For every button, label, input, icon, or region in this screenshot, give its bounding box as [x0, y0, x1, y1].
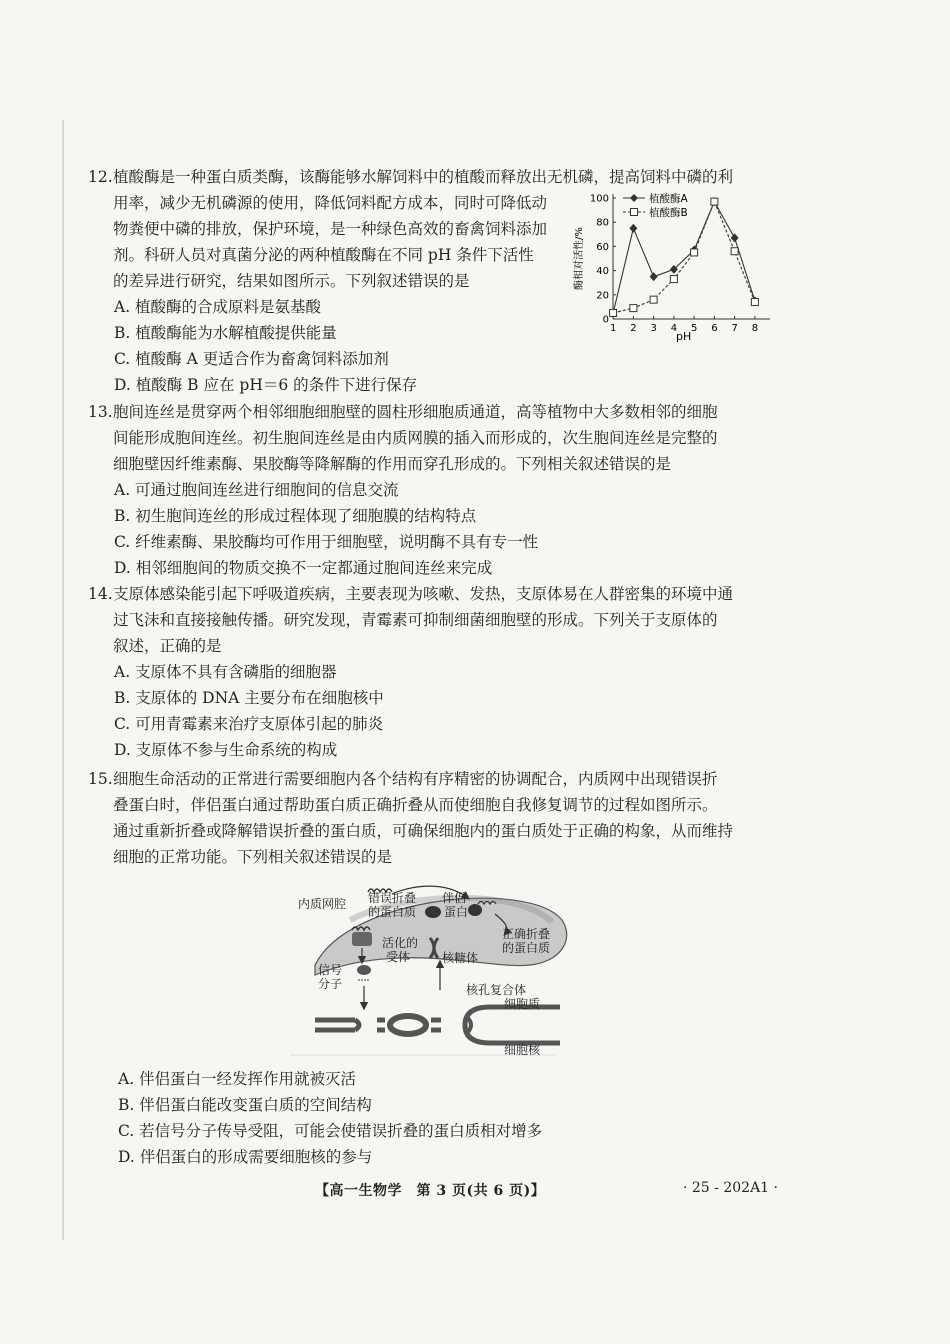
- question-stem-line: 叠蛋白时，伴侣蛋白通过帮助蛋白质正确折叠从而使细胞自我修复调节的过程如图所示。: [113, 796, 718, 814]
- footer-code: · 25 - 202A1 ·: [683, 1180, 778, 1196]
- question-stem-line: 过飞沫和直接接触传播。研究发现，青霉素可抑制细菌细胞壁的形成。下列关于支原体的: [113, 611, 718, 629]
- chaperone-process-diagram: [290, 880, 580, 1060]
- diamond-marker-icon: [630, 194, 638, 202]
- y-axis-label: 酶相对活性/%: [574, 227, 585, 290]
- x-tick-label: 4: [670, 323, 678, 334]
- label-misfolded-2: 的蛋白质: [368, 905, 417, 919]
- y-tick-label: 80: [596, 217, 609, 229]
- question-stem: 植酸酶是一种蛋白质类酶，该酶能够水解饲料中的植酸而释放出无机磷，提高饲料中磷的利: [113, 168, 734, 186]
- option-a: A. 支原体不具有含磷脂的细胞器: [114, 663, 337, 681]
- series-b-point: [610, 309, 617, 316]
- option-b: B. 植酸酶能为水解植酸提供能量: [114, 324, 337, 342]
- series-b-point: [731, 248, 738, 255]
- label-er-lumen: 内质网腔: [298, 897, 347, 911]
- question-number: 13.: [88, 403, 113, 421]
- question-stem-line: 剂。科研人员对真菌分泌的两种植酸酶在不同 pH 条件下活性: [113, 246, 534, 264]
- x-tick-label: 3: [650, 323, 657, 334]
- label-correct-2: 的蛋白质: [502, 941, 551, 955]
- question-13: [88, 399, 788, 581]
- y-tick-label: 0: [602, 314, 609, 326]
- option-d: D. 植酸酶 B 应在 pH＝6 的条件下进行保存: [114, 376, 418, 394]
- option-a: A. 植酸酶的合成原料是氨基酸: [114, 298, 322, 316]
- option-c: C. 纤维素酶、果胶酶均可作用于细胞壁，说明酶不具有专一性: [114, 533, 539, 551]
- series-a-point: [650, 272, 658, 281]
- option-d: D. 相邻细胞间的物质交换不一定都通过胞间连丝来完成: [114, 559, 493, 577]
- question-stem: 胞间连丝是贯穿两个相邻细胞细胞壁的圆柱形细胞质通道，高等植物中大多数相邻的细胞: [113, 403, 718, 421]
- footer-page-info: 【高一生物学 第 3 页(共 6 页)】: [315, 1183, 546, 1199]
- page-edge: [62, 120, 64, 1240]
- question-stem: 支原体感染能引起下呼吸道疾病，主要表现为咳嗽、发热，支原体易在人群密集的环境中通: [113, 585, 734, 603]
- option-c: C. 植酸酶 A 更适合作为畜禽饲料添加剂: [114, 350, 389, 368]
- option-a: A. 可通过胞间连丝进行细胞间的信息交流: [114, 481, 399, 499]
- question-14: [88, 581, 788, 763]
- question-stem-line: 的差异进行研究，结果如图所示。下列叙述错误的是: [113, 272, 470, 290]
- option-b: B. 支原体的 DNA 主要分布在细胞核中: [114, 689, 384, 707]
- series-b-point: [711, 198, 718, 205]
- chaperone-icon: [468, 904, 482, 916]
- x-tick-label: 2: [630, 323, 637, 334]
- series-b-point: [751, 299, 758, 306]
- option-c: C. 可用青霉素来治疗支原体引起的肺炎: [114, 715, 384, 733]
- legend-b: 植酸酶B: [649, 207, 688, 219]
- legend-a: 植酸酶A: [649, 193, 688, 205]
- label-nucleus: 细胞核: [504, 1043, 541, 1057]
- x-tick-label: 5: [690, 323, 698, 334]
- label-activated-2: 受体: [386, 950, 411, 964]
- question-stem-line: 物粪便中磷的排放，保护环境，是一种绿色高效的畜禽饲料添加: [113, 220, 548, 238]
- y-tick-label: 20: [596, 290, 609, 302]
- label-chaperone-2: 蛋白: [444, 905, 469, 919]
- series-b-point: [650, 296, 657, 303]
- series-b-point: [691, 249, 698, 256]
- question-stem-line: 间能形成胞间连丝。初生胞间连丝是由内质网膜的插入而形成的，次生胞间连丝是完整的: [113, 429, 718, 447]
- label-correct-1: 正确折叠: [502, 927, 551, 941]
- question-stem-line: 细胞的正常功能。下列相关叙述错误的是: [113, 848, 393, 866]
- y-tick-label: 100: [589, 193, 609, 205]
- question-stem-line: 用率，减少无机磷源的使用，降低饲料配方成本，同时可降低动: [113, 194, 548, 212]
- question-stem: 细胞生命活动的正常进行需要细胞内各个结构有序精密的协调配合，内质网中出现错误折: [113, 770, 718, 788]
- legend: [623, 192, 688, 219]
- question-stem-line: 通过重新折叠或降解错误折叠的蛋白质，可确保细胞内的蛋白质处于正确的构象，从而维持: [113, 822, 734, 840]
- x-tick-label: 7: [731, 323, 738, 334]
- option-d: D. 支原体不参与生命系统的构成: [114, 741, 338, 759]
- x-tick-label: 6: [711, 323, 718, 334]
- label-pore: 核孔复合体: [466, 983, 527, 997]
- y-tick-label: 40: [596, 266, 609, 278]
- series-b-point: [630, 305, 637, 312]
- enzyme-activity-chart: [565, 186, 780, 346]
- question-number: 15.: [88, 770, 113, 788]
- y-tick-label: 60: [596, 241, 609, 253]
- question-number: 12.: [88, 168, 113, 186]
- x-tick-label: 8: [751, 323, 759, 334]
- chaperone-icon: [425, 906, 441, 918]
- option-a: A. 伴侣蛋白一经发挥作用就被灭活: [118, 1070, 357, 1088]
- question-number: 14.: [88, 585, 113, 603]
- x-tick-label: 1: [609, 323, 617, 334]
- receptor-icon: [352, 932, 372, 946]
- label-misfolded-1: 错误折叠: [368, 891, 417, 905]
- option-c: C. 若信号分子传导受阻，可能会使错误折叠的蛋白质相对增多: [118, 1122, 543, 1140]
- label-chaperone-1: 伴侣: [442, 891, 467, 905]
- question-stem-line: 叙述，正确的是: [113, 637, 222, 655]
- question-stem-line: 细胞壁因纤维素酶、果胶酶等降解酶的作用而穿孔形成的。下列相关叙述错误的是: [113, 455, 672, 473]
- option-b: B. 伴侣蛋白能改变蛋白质的空间结构: [118, 1096, 372, 1114]
- question-15: [88, 766, 788, 870]
- option-d: D. 伴侣蛋白的形成需要细胞核的参与: [118, 1148, 373, 1166]
- question-15-options: [88, 1066, 788, 1170]
- x-axis-label: pH: [676, 330, 692, 343]
- nuclear-pore-icon: [390, 1016, 426, 1034]
- label-cytoplasm: 细胞质: [504, 997, 541, 1011]
- label-signal-2: 分子: [318, 977, 343, 991]
- series-a-point: [629, 224, 637, 233]
- square-marker-icon: [631, 209, 638, 216]
- series-a-point: [731, 233, 739, 242]
- series-b-point: [670, 276, 677, 283]
- label-signal-1: 信号: [318, 963, 343, 977]
- label-ribosome: 核糖体: [442, 951, 479, 965]
- label-activated-1: 活化的: [382, 936, 419, 950]
- option-b: B. 初生胞间连丝的形成过程体现了细胞膜的结构特点: [114, 507, 477, 525]
- signal-molecule-icon: [357, 965, 371, 975]
